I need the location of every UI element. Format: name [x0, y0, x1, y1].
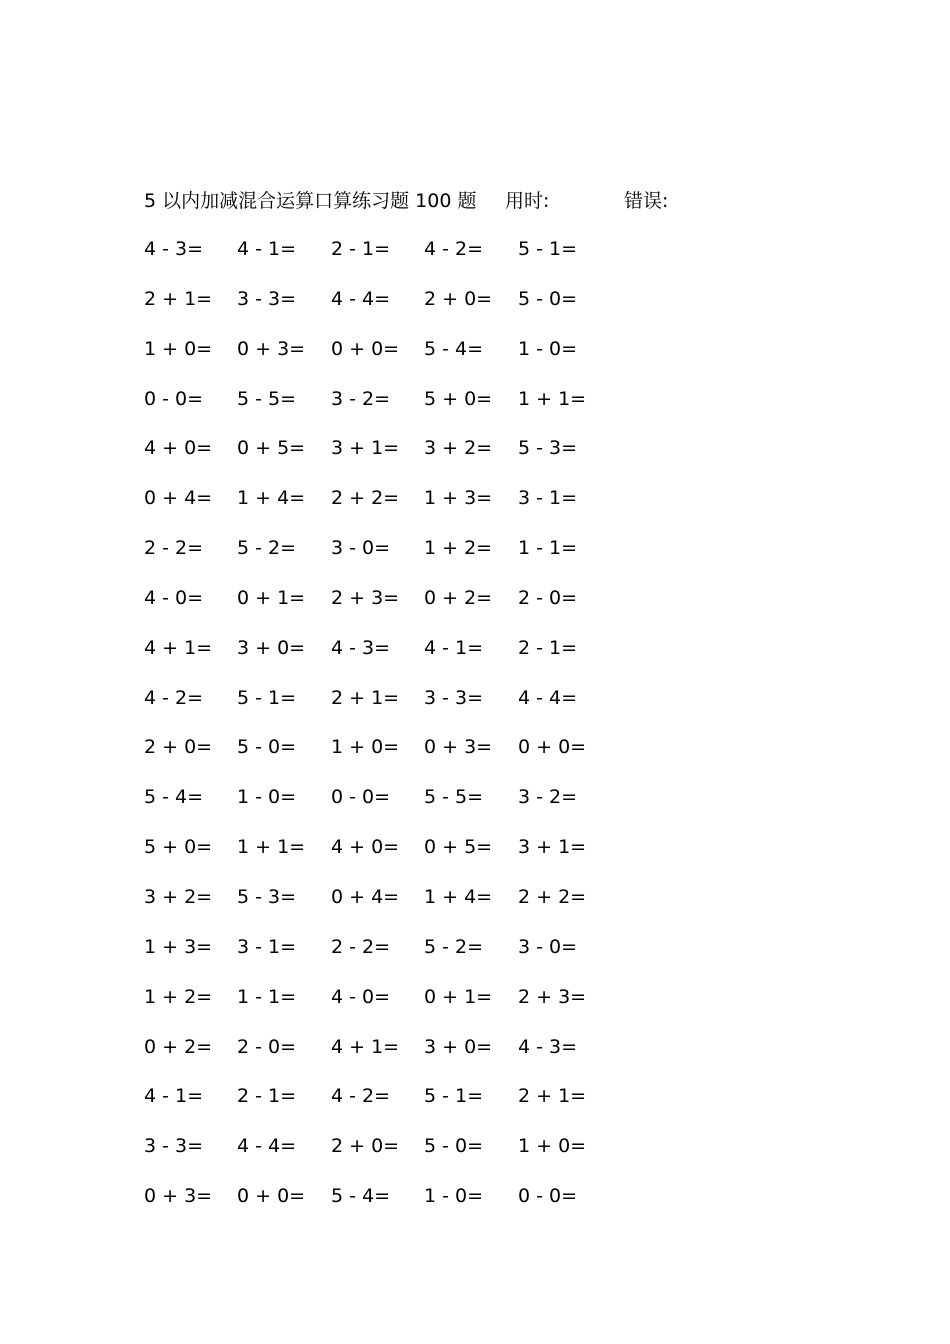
problem-item: 0 + 1=	[237, 586, 306, 609]
problem-item: 0 + 3=	[144, 1185, 213, 1208]
problem-item: 1 - 0=	[518, 337, 578, 360]
problem-item: 4 - 1=	[424, 636, 484, 659]
problem-item: 0 - 0=	[331, 786, 391, 809]
problem-item: 5 - 5=	[237, 387, 297, 410]
problem-item: 3 + 2=	[424, 437, 493, 460]
problem-item: 1 - 1=	[518, 537, 578, 560]
problem-item: 0 + 1=	[424, 985, 493, 1008]
problem-item: 2 + 1=	[144, 287, 213, 310]
problem-item: 1 + 4=	[237, 487, 306, 510]
problem-item: 3 - 1=	[518, 487, 578, 510]
problem-item: 1 + 4=	[424, 885, 493, 908]
problem-item: 4 + 1=	[331, 1035, 400, 1058]
problem-item: 0 + 2=	[144, 1035, 213, 1058]
problem-item: 0 + 4=	[144, 487, 213, 510]
problem-item: 0 + 4=	[331, 885, 400, 908]
worksheet-header	[144, 186, 844, 216]
problem-item: 0 - 0=	[144, 387, 204, 410]
problem-item: 2 + 0=	[144, 736, 213, 759]
problem-item: 5 - 4=	[144, 786, 204, 809]
problem-item: 5 - 4=	[331, 1185, 391, 1208]
problem-item: 0 + 0=	[331, 337, 400, 360]
problem-item: 2 + 3=	[518, 985, 587, 1008]
problem-item: 3 - 0=	[331, 537, 391, 560]
problem-item: 5 - 5=	[424, 786, 484, 809]
problem-item: 5 - 0=	[424, 1135, 484, 1158]
problem-item: 1 + 0=	[144, 337, 213, 360]
errors-label: 错误:	[624, 190, 669, 212]
problem-item: 5 - 3=	[518, 437, 578, 460]
problem-item: 0 - 0=	[518, 1185, 578, 1208]
problem-item: 3 - 0=	[518, 935, 578, 958]
problem-item: 1 + 2=	[424, 537, 493, 560]
time-label: 用时:	[505, 190, 550, 212]
problem-item: 3 - 3=	[237, 287, 297, 310]
problem-item: 5 - 1=	[518, 238, 578, 260]
problem-item: 2 - 1=	[518, 636, 578, 659]
problem-item: 2 - 1=	[331, 238, 391, 260]
problem-item: 4 - 3=	[331, 636, 391, 659]
problem-item: 2 + 2=	[518, 885, 587, 908]
problem-item: 4 - 2=	[144, 686, 204, 709]
problem-item: 4 + 0=	[144, 437, 213, 460]
problem-item: 4 - 1=	[144, 1085, 204, 1108]
problem-item: 1 - 0=	[424, 1185, 484, 1208]
problem-item: 4 - 2=	[331, 1085, 391, 1108]
problem-item: 3 - 1=	[237, 935, 297, 958]
problem-item: 3 + 0=	[237, 636, 306, 659]
problem-item: 4 - 2=	[424, 238, 484, 260]
problem-item: 5 - 1=	[237, 686, 297, 709]
problem-item: 4 - 0=	[144, 586, 204, 609]
problem-item: 5 + 0=	[144, 836, 213, 859]
problem-item: 4 - 4=	[331, 287, 391, 310]
problem-item: 2 - 1=	[237, 1085, 297, 1108]
problem-item: 2 - 0=	[518, 586, 578, 609]
problem-item: 1 + 3=	[144, 935, 213, 958]
problem-item: 0 + 3=	[424, 736, 493, 759]
problem-item: 3 + 2=	[144, 885, 213, 908]
problem-item: 5 - 4=	[424, 337, 484, 360]
problem-item: 3 - 2=	[518, 786, 578, 809]
problem-item: 1 - 1=	[237, 985, 297, 1008]
problem-item: 0 + 2=	[424, 586, 493, 609]
problem-item: 3 + 0=	[424, 1035, 493, 1058]
problem-item: 0 + 5=	[237, 437, 306, 460]
problem-item: 2 + 1=	[331, 686, 400, 709]
problem-item: 2 + 0=	[331, 1135, 400, 1158]
problem-item: 2 - 2=	[144, 537, 204, 560]
problem-item: 1 + 0=	[518, 1135, 587, 1158]
problem-item: 2 + 3=	[331, 586, 400, 609]
problem-item: 0 + 0=	[518, 736, 587, 759]
problem-item: 4 + 0=	[331, 836, 400, 859]
problem-item: 3 + 1=	[331, 437, 400, 460]
problem-item: 2 + 1=	[518, 1085, 587, 1108]
problem-item: 4 - 4=	[237, 1135, 297, 1158]
problem-item: 4 - 1=	[237, 238, 297, 260]
problem-item: 3 - 3=	[144, 1135, 204, 1158]
problem-item: 4 - 0=	[331, 985, 391, 1008]
problem-item: 4 - 4=	[518, 686, 578, 709]
problem-item: 4 - 3=	[144, 238, 204, 260]
problem-item: 1 + 2=	[144, 985, 213, 1008]
problem-item: 5 + 0=	[424, 387, 493, 410]
worksheet-title: 5 以内加减混合运算口算练习题 100 题	[144, 190, 477, 212]
problem-item: 2 - 0=	[237, 1035, 297, 1058]
problem-item: 4 + 1=	[144, 636, 213, 659]
problem-item: 5 - 0=	[518, 287, 578, 310]
problem-item: 1 - 0=	[237, 786, 297, 809]
problem-item: 1 + 0=	[331, 736, 400, 759]
problem-item: 5 - 2=	[424, 935, 484, 958]
problem-item: 3 - 3=	[424, 686, 484, 709]
problem-item: 0 + 5=	[424, 836, 493, 859]
problem-item: 3 + 1=	[518, 836, 587, 859]
problem-item: 0 + 3=	[237, 337, 306, 360]
problem-item: 3 - 2=	[331, 387, 391, 410]
problem-item: 2 + 0=	[424, 287, 493, 310]
problem-item: 5 - 2=	[237, 537, 297, 560]
problem-item: 1 + 1=	[518, 387, 587, 410]
problem-item: 2 + 2=	[331, 487, 400, 510]
problem-item: 0 + 0=	[237, 1185, 306, 1208]
problem-item: 1 + 3=	[424, 487, 493, 510]
problem-item: 5 - 1=	[424, 1085, 484, 1108]
problem-item: 2 - 2=	[331, 935, 391, 958]
problem-item: 4 - 3=	[518, 1035, 578, 1058]
problem-item: 5 - 3=	[237, 885, 297, 908]
problem-item: 5 - 0=	[237, 736, 297, 759]
problem-item: 1 + 1=	[237, 836, 306, 859]
